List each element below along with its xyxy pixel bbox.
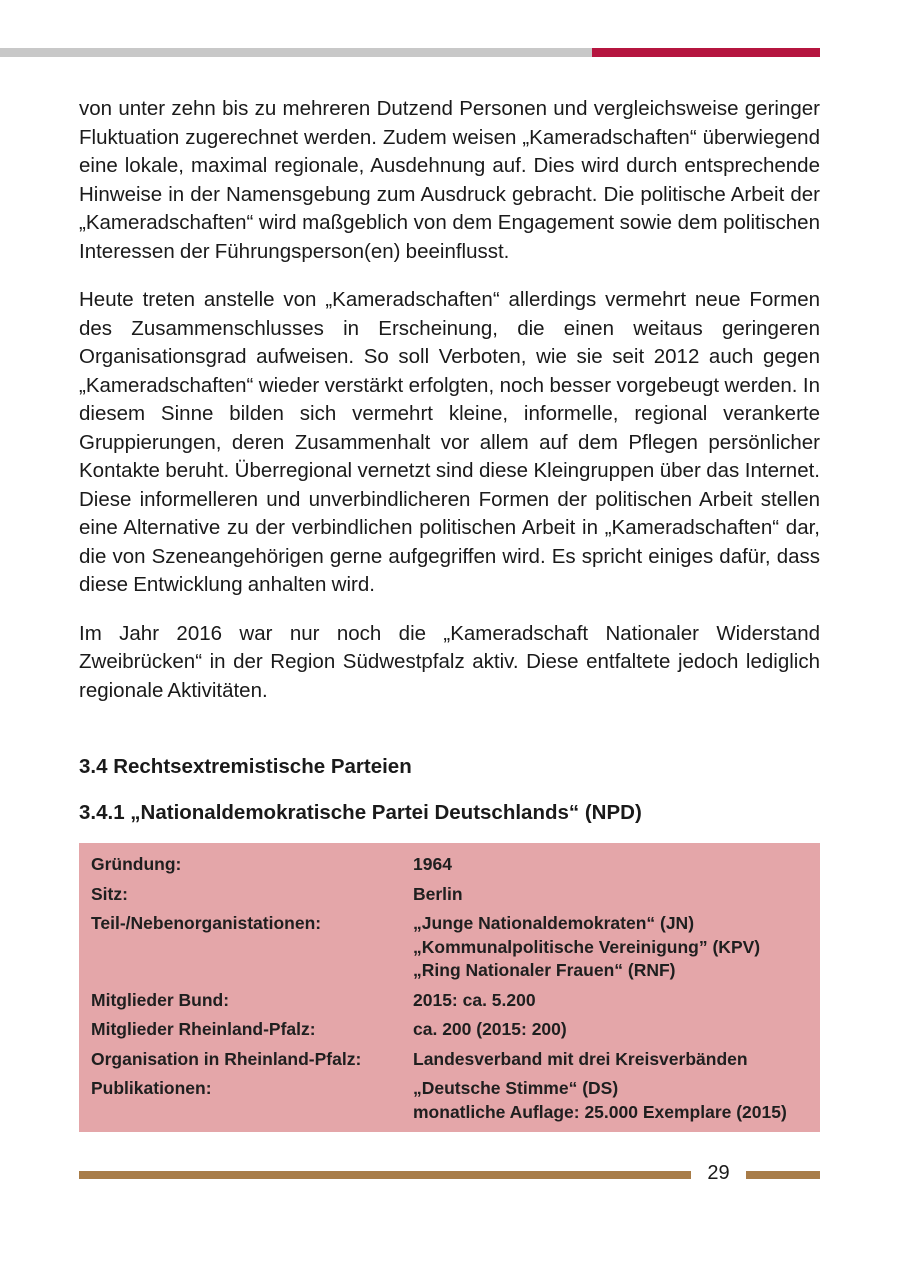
fact-value-line: „Ring Nationaler Frauen“ (RNF) [413,960,676,980]
fact-label: Sitz: [91,883,128,904]
fact-value-line: „Junge Nationaldemokraten“ (JN) [413,913,695,933]
fact-value [413,1018,808,1042]
fact-value-line: Landesverband mit drei Kreisverbänden [413,1048,748,1069]
fact-value [413,853,808,877]
page-number: 29 [707,1162,730,1184]
fact-label: Teil-/Nebenorganistationen: [91,913,322,933]
fact-value-line: „Deutsche Stimme“ (DS) [413,1078,619,1098]
paragraph-3: Im Jahr 2016 war nur noch die „Kameradschaft Nationaler Widerstand Zweibrücken“ in der Region Südwestpfalz aktiv. Diese entfaltete jedoch lediglich regionale Aktivitäten. [79,621,820,702]
fact-row-suborganisations [91,912,808,983]
fact-value [413,1048,808,1072]
fact-value-line: 1964 [413,854,452,874]
header-rule-accent [592,48,820,57]
paragraph-1: von unter zehn bis zu mehreren Dutzend Personen und vergleichsweise geringer Fluktuation zugerechnet werden. Zudem weisen „Kameradschaften“ überwiegend eine lokale, maximal regionale, Ausdehnung auf. Dies wird durch entsprechende Hinweise in der Namensgebung zum Ausdruck gebracht. Die politische Arbeit der „Kameradschaften“ wird maßgeblich von dem Engagement sowie dem politischen Interessen der Führungsperson(en) beeinflusst. [79,97,820,263]
fact-label: Publikationen: [91,1078,212,1098]
fact-value-line: 2015: ca. 5.200 [413,989,536,1010]
subsection-heading: 3.4.1 „Nationaldemokratische Partei Deutschlands“ (NPD) [79,801,642,824]
page-content [79,95,820,1132]
fact-value [413,912,808,983]
fact-row-founding [91,853,808,877]
fact-value-line: Berlin [413,883,463,904]
fact-value-line: ca. 200 (2015: 200) [413,1019,567,1039]
fact-row-publications [91,1077,808,1124]
fact-row-seat [91,883,808,907]
fact-value [413,1077,808,1124]
fact-label: Mitglieder Bund: [91,989,230,1010]
paragraph-2: Heute treten anstelle von „Kameradschaften“ allerdings vermehrt neue Formen des Zusammenschlusses in Erscheinung, die einen weitaus geringeren Organisationsgrad aufweisen. So soll Verboten, wie sie seit 2012 auch gegen „Kameradschaften“ wieder verstärkt erfolgten, noch besser vorgebeugt werden. In diesem Sinne bilden sich vermehrt kleine, informelle, regional verankerte Gruppierungen, deren Zusammenhalt vor allem auf dem Pflegen persönlicher Kontakte beruht. Überregional vernetzt sind diese Kleingruppen über das Internet. Diese informelleren und unverbindlicheren Formen der politischen Arbeit stellen eine Alternative zu der verbindlichen politischen Arbeit in „Kameradschaften“ dar, die von Szeneangehörigen gerne aufgegriffen wird. Es spricht einiges dafür, dass diese Entwicklung anhalten wird. [79,288,820,596]
fact-label: Mitglieder Rheinland-Pfalz: [91,1019,316,1039]
header-rule-grey [0,48,592,57]
fact-value-line: monatliche Auflage: 25.000 Exemplare (2015) [413,1101,787,1122]
fact-label: Organisation in Rheinland-Pfalz: [91,1048,362,1069]
footer-rule-right [746,1171,820,1179]
footer-rule-left [79,1171,691,1179]
fact-row-members-rlp [91,1018,808,1042]
fact-box [79,843,820,1132]
fact-value [413,989,808,1013]
fact-row-organisation-rlp [91,1048,808,1072]
fact-value [413,883,808,907]
section-heading: 3.4 Rechtsextremistische Parteien [79,755,412,778]
fact-label: Gründung: [91,854,182,874]
fact-row-members-federal [91,989,808,1013]
fact-value-line: „Kommunalpolitische Vereinigung” (KPV) [413,936,761,957]
